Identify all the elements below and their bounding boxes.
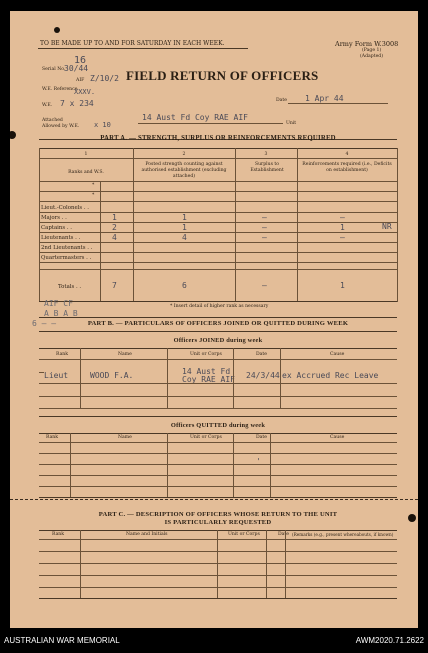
lieutenants-posted: 4 xyxy=(182,233,187,242)
col-number-2: 2 xyxy=(182,152,186,157)
quitted-col-date: Date xyxy=(256,435,267,440)
captains-posted: 1 xyxy=(182,223,187,232)
form-page: TO BE MADE UP TO AND FOR SATURDAY IN EACH WEEK. Army Form W.3008 (Page 1) (Adapted) Serial No. 16 30/44 AIF Z/10/2 FIELD RETURN OF OFFICERS W.E. Reference XXXV. W.E. 7 x 234 Date 1 Apr 44 Attached Allowed by W.E. x 10 14 Aust Fd Coy RAE AIF Unit PART A. — STRENGTH, SURPLUS OR REINFORCEMENTS REQUIRED 1 2 3 4 Ranks and W.S. Posted strength counting against authorised establishment (excluding attached) Surplus to Establishment Reinforcements required (i.e., Deficits on establishment) * * Lieut.-Colonels . . Majors . . 1 1 — — Captains . . 2 1 — 1 NR Lieutenants . . 4 4 — — 2nd Lieutenants . . Quartermasters . . Totals . . 7 6 — 1 * Insert detail of higher rank as necessary AIF CF A B A B 6 — — PART B. — PARTICULARS OF OFFICERS JOINED OR QUITTED DURING WEEK Officers JOINED during week Rank Name Unit or Corps Date Cause Lieut WOOD F.A. 14 Aust Fd Coy RAE AIF 24/3/44 ex Accrued Rec Leave Officers QUITTED during week Rank Name Unit or Corps Date Cause ' PART C. — DESCRIPTION OF OFFICERS WHOSE RETURN TO THE UNIT IS PARTICULARLY REQUESTED Rank Name and Initials Unit or Corps Date (Remarks (e.g., present whereabouts, if known) xyxy=(10,11,418,628)
page-note: (Page 1) xyxy=(362,48,382,53)
joined-name: WOOD F.A. xyxy=(90,371,134,380)
header-posted-strength: Posted strength counting against authorised establishment (excluding attached) xyxy=(141,162,227,179)
joined-col-rank: Rank xyxy=(56,352,69,357)
totals-label: Totals . . xyxy=(58,284,82,290)
rank-quartermasters: Quartermasters . . xyxy=(41,255,92,261)
header-reinforcements: Reinforcements required (i.e., Deficits on establishment) xyxy=(302,162,392,173)
aif-value: Z/10/2 xyxy=(90,74,119,83)
totals-ws: 7 xyxy=(112,281,117,290)
footer-right: AWM2020.71.2622 xyxy=(355,636,424,645)
serial-label: Serial No. xyxy=(42,67,66,72)
margin-note-2: A B A B xyxy=(44,309,78,318)
totals-surplus: — xyxy=(262,281,267,290)
joined-title: Officers JOINED during week xyxy=(173,337,263,344)
binder-hole-bottom xyxy=(408,514,416,522)
serial-mark: 16 xyxy=(74,55,87,66)
margin-note-3: 6 — — xyxy=(32,319,57,328)
lieutenants-surplus: — xyxy=(262,233,267,242)
allowed-value: x 10 xyxy=(94,121,111,129)
unit-label: Unit xyxy=(286,121,297,126)
totals-posted: 6 xyxy=(182,281,187,290)
joined-unit-line1: 14 Aust Fd xyxy=(182,367,231,376)
date-value: 1 Apr 44 xyxy=(305,94,344,103)
binder-hole-small xyxy=(54,27,60,33)
we-reference-label: W.E. Reference xyxy=(42,87,78,92)
majors-surplus: — xyxy=(262,213,267,222)
majors-posted: 1 xyxy=(182,213,187,222)
totals-reinf: 1 xyxy=(340,281,345,290)
majors-ws: 1 xyxy=(112,213,117,222)
header-ranks: Ranks and W.S. xyxy=(68,170,104,175)
quitted-col-name: Name xyxy=(118,435,132,440)
joined-unit-line2: Coy RAE AIF xyxy=(182,375,235,384)
lieutenants-reinf: — xyxy=(340,233,345,242)
captains-reinf: 1 xyxy=(340,223,345,232)
joined-col-name: Name xyxy=(118,352,132,357)
adapted-note: (Adapted) xyxy=(360,54,384,59)
we-value: 7 x 234 xyxy=(60,99,94,108)
part-c-title-line2: IS PARTICULARLY REQUESTED xyxy=(164,519,272,526)
majors-reinf: — xyxy=(340,213,345,222)
col-number-4: 4 xyxy=(345,152,349,157)
part-c-col-date: Date xyxy=(278,532,289,537)
unit-value: 14 Aust Fd Coy RAE AIF xyxy=(142,113,248,122)
joined-cause: ex Accrued Rec Leave xyxy=(282,371,379,380)
binder-hole-top xyxy=(10,131,16,139)
rank-majors: Majors . . xyxy=(41,215,67,221)
date-label: Date xyxy=(276,98,287,103)
quitted-col-rank: Rank xyxy=(46,435,59,440)
serial-value: 30/44 xyxy=(64,64,89,73)
part-a-title: PART A. — STRENGTH, SURPLUS OR REINFORCEMENTS REQUIRED xyxy=(100,135,336,142)
quitted-title: Officers QUITTED during week xyxy=(170,422,266,429)
joined-col-unit: Unit or Corps xyxy=(190,352,222,357)
captains-ws: 2 xyxy=(112,223,117,232)
col-number-3: 3 xyxy=(264,152,268,157)
col-number-1: 1 xyxy=(84,152,88,157)
rank-captains: Captains . . xyxy=(41,225,72,231)
attached-label: Attached xyxy=(42,118,63,123)
quitted-col-cause: Cause xyxy=(330,435,345,440)
we-reference-value: XXXV. xyxy=(74,88,96,96)
joined-col-date: Date xyxy=(256,352,267,357)
header-surplus: Surplus to Establishment xyxy=(250,162,284,173)
joined-col-cause: Cause xyxy=(330,352,345,357)
quitted-mark: ' xyxy=(256,457,261,466)
margin-note-1: AIF CF xyxy=(44,299,73,308)
captains-surplus: — xyxy=(262,223,267,232)
rank-2nd-lieutenants: 2nd Lieutenants . . xyxy=(41,245,93,251)
quitted-col-unit: Unit or Corps xyxy=(190,435,222,440)
we-label: W.E. xyxy=(42,103,53,108)
rank-lieutenants: Lieutenants . . xyxy=(41,235,81,241)
part-c-title-line1: PART C. — DESCRIPTION OF OFFICERS WHOSE RETURN TO THE UNIT xyxy=(98,511,338,518)
part-b-title: PART B. — PARTICULARS OF OFFICERS JOINED OR QUITTED DURING WEEK xyxy=(87,320,349,327)
army-form-number: Army Form W.3008 xyxy=(335,40,399,48)
top-instruction: TO BE MADE UP TO AND FOR SATURDAY IN EACH WEEK. xyxy=(40,40,225,47)
joined-rank: Lieut xyxy=(44,371,69,380)
footer-left: AUSTRALIAN WAR MEMORIAL xyxy=(4,636,120,645)
part-c-col-remarks: (Remarks (e.g., present whereabouts, if known) xyxy=(292,532,394,537)
aif-label: AIF xyxy=(76,78,85,83)
part-c-col-unit: Unit or Corps xyxy=(228,532,260,537)
nr-note: NR xyxy=(382,222,392,231)
allowed-label: Allowed by W.E. xyxy=(42,124,80,129)
rank-lieut-colonels: Lieut.-Colonels . . xyxy=(41,205,90,211)
part-a-footnote: * Insert detail of higher rank as necessary xyxy=(170,304,269,309)
form-title: FIELD RETURN OF OFFICERS xyxy=(126,68,319,83)
part-c-col-name: Name and Initials xyxy=(126,532,168,537)
part-c-col-rank: Rank xyxy=(52,532,65,537)
lieutenants-ws: 4 xyxy=(112,233,117,242)
joined-date: 24/3/44 xyxy=(246,371,280,380)
perforation-line xyxy=(10,499,418,500)
